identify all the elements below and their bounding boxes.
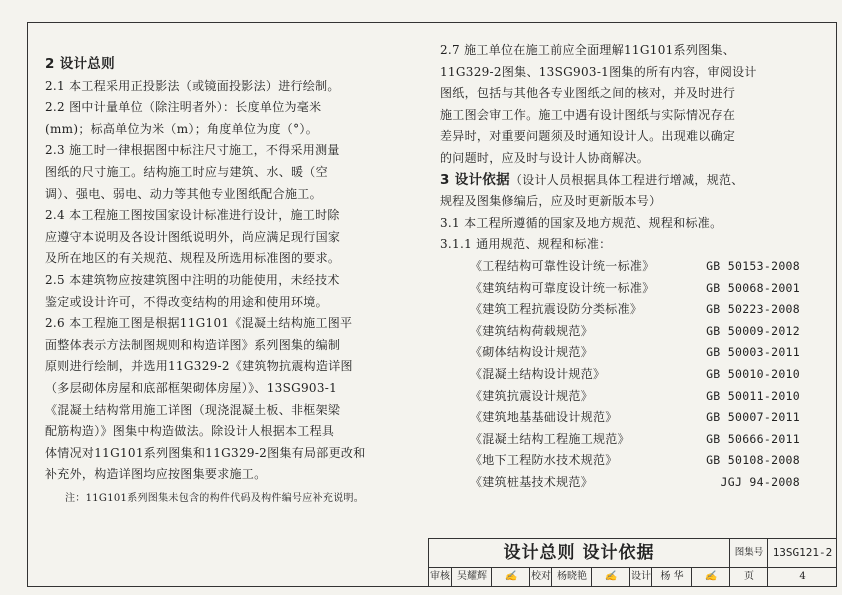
standard-item bbox=[440, 256, 830, 278]
standard-code: GB 50223-2008 bbox=[706, 302, 800, 317]
paragraph-line: 施工图会审工作。施工中遇有设计图纸与实际情况存在 bbox=[440, 107, 736, 122]
paragraph-line: 3.1 本工程所遵循的国家及地方规范、规程和标准。 bbox=[440, 215, 723, 230]
paragraph-line: 2.2 图中计量单位（除注明者外）：长度单位为毫米 bbox=[45, 100, 322, 115]
paragraph-line: 面整体表示方法制图规则和构造详图》系列图集的编制 bbox=[45, 337, 341, 352]
standard-name: 《地下工程防水技术规范》 bbox=[470, 453, 618, 468]
standard-code: GB 50011-2010 bbox=[706, 388, 800, 403]
paragraph-line: 2.5 本建筑物应按建筑图中注明的功能使用，未经技术 bbox=[45, 272, 340, 287]
paragraph-line: 原则进行绘制，并选用11G329-2《建筑物抗震构造详图 bbox=[45, 359, 353, 374]
standard-item bbox=[440, 472, 830, 494]
atlas-number-label: 图集号 bbox=[729, 539, 768, 567]
standard-code: GB 50153-2008 bbox=[706, 258, 800, 273]
paragraph-line: 图纸，包括与其他各专业图纸之间的核对，并及时进行 bbox=[440, 86, 736, 101]
title-block-top-row bbox=[429, 539, 837, 568]
standard-name: 《建筑抗震设计规范》 bbox=[470, 388, 594, 403]
heading-label: 3 设计依据 bbox=[440, 171, 510, 188]
paragraph-line: 鉴定或设计许可，不得改变结构的用途和使用环境。 bbox=[45, 294, 328, 309]
standard-item bbox=[440, 299, 830, 321]
section-heading-design-principles: 2 设计总则 bbox=[45, 56, 115, 72]
standard-item bbox=[440, 364, 830, 386]
designer-name: 杨 华 bbox=[651, 567, 692, 586]
left-column bbox=[45, 54, 420, 509]
footnote: 注：11G101系列图集未包含的构件代码及构件编号应补充说明。 bbox=[65, 492, 365, 504]
standard-code: GB 50010-2010 bbox=[706, 366, 800, 381]
paragraph-line: 调）、强电、弱电、动力等其他专业图纸配合施工。 bbox=[45, 186, 322, 201]
standard-name: 《混凝土结构工程施工规范》 bbox=[470, 431, 630, 446]
paragraph-line: 的问题时，应及时与设计人协商解决。 bbox=[440, 150, 650, 165]
section-heading-design-basis bbox=[440, 170, 830, 192]
atlas-number: 13SG121-2 bbox=[767, 539, 837, 567]
paragraph-line: 配筋构造）》图集中构造做法。除设计人根据本工程具 bbox=[45, 424, 335, 439]
right-column bbox=[440, 40, 830, 493]
standard-code: GB 50007-2011 bbox=[706, 410, 800, 425]
standard-item bbox=[440, 429, 830, 451]
review-label: 审核 bbox=[430, 571, 450, 582]
standard-name: 《混凝土结构设计规范》 bbox=[470, 366, 606, 381]
checker-name: 杨晓艳 bbox=[551, 567, 592, 586]
paragraph-line: 2.4 本工程施工图按国家设计标准进行设计，施工时除 bbox=[45, 208, 340, 223]
standard-name: 《工程结构可靠性设计统一标准》 bbox=[470, 258, 655, 273]
standard-item bbox=[440, 407, 830, 429]
standard-code: GB 50108-2008 bbox=[706, 453, 800, 468]
standard-name: 《建筑结构荷载规范》 bbox=[470, 323, 594, 338]
standard-name: 《建筑地基基础设计规范》 bbox=[470, 410, 618, 425]
standard-name: 《建筑工程抗震设防分类标准》 bbox=[470, 302, 643, 317]
paragraph-line: 2.7 施工单位在施工前应全面理解11G101系列图集、 bbox=[440, 43, 736, 57]
standard-code: GB 50009-2012 bbox=[706, 323, 800, 338]
paragraph-line: 应遵守本说明及各设计图纸说明外，尚应满足现行国家 bbox=[45, 229, 341, 244]
standard-item bbox=[440, 278, 830, 300]
paragraph-line: 《混凝土结构常用施工详图（现浇混凝土板、非框架梁 bbox=[45, 402, 341, 417]
paragraph-line: 规程及图集修编后，应及时更新版本号） bbox=[440, 194, 662, 209]
drawing-title: 设计总则 设计依据 bbox=[503, 543, 655, 563]
standard-name: 《建筑桩基技术规范》 bbox=[470, 474, 594, 489]
paragraph-line: 2.1 本工程采用正投影法（或镜面投影法）进行绘制。 bbox=[45, 78, 340, 93]
reviewer-signature: ✍ bbox=[491, 567, 530, 586]
paragraph-line: 体情况对11G101系列图集和11G329-2图集有局部更改和 bbox=[45, 445, 366, 460]
paragraph-line: 2.3 施工时一律根据图中标注尺寸施工，不得采用测量 bbox=[45, 143, 340, 158]
standard-name: 《建筑结构可靠度设计统一标准》 bbox=[470, 280, 655, 295]
standard-name: 《砌体结构设计规范》 bbox=[470, 345, 594, 360]
heading-remark: （设计人员根据具体工程进行增减，规范、 bbox=[509, 172, 744, 187]
title-block-signature-row bbox=[429, 567, 837, 586]
paragraph-line: 11G329-2图集、13SG903-1图集的所有内容，审阅设计 bbox=[440, 64, 757, 79]
standard-item bbox=[440, 450, 830, 472]
page-label: 页 bbox=[729, 567, 768, 586]
paragraph-line: (mm)；标高单位为米（m）；角度单位为度（°）。 bbox=[45, 121, 319, 136]
reviewer-name: 吴耀辉 bbox=[451, 567, 492, 586]
paragraph-line: 图纸的尺寸施工。结构施工时应与建筑、水、暖（空 bbox=[45, 164, 328, 179]
page-number: 4 bbox=[767, 567, 837, 586]
paragraph-line: 及所在地区的有关规范、规程及所选用标准图的要求。 bbox=[45, 251, 341, 266]
design-label: 设计 bbox=[629, 567, 652, 586]
standard-item bbox=[440, 321, 830, 343]
designer-signature: ✍ bbox=[691, 567, 730, 586]
check-label: 校对 bbox=[529, 567, 552, 586]
standard-code: JGJ 94-2008 bbox=[720, 474, 800, 489]
paragraph-line: 3.1.1 通用规范、规程和标准： bbox=[440, 237, 612, 252]
paragraph-line: （多层砌体房屋和底部框架砌体房屋）》、13SG903-1 bbox=[45, 380, 338, 395]
paragraph-line: 2.6 本工程施工图是根据11G101《混凝土结构施工图平 bbox=[45, 316, 353, 331]
paragraph-line: 差异时，对重要问题须及时通知设计人。出现难以确定 bbox=[440, 129, 736, 144]
checker-signature: ✍ bbox=[591, 567, 630, 586]
standard-code: GB 50666-2011 bbox=[706, 431, 800, 446]
standard-item bbox=[440, 386, 830, 408]
standard-item bbox=[440, 342, 830, 364]
paragraph-line: 补充外，构造详图均应按图集要求施工。 bbox=[45, 467, 267, 482]
standard-code: GB 50003-2011 bbox=[706, 345, 800, 360]
title-block bbox=[428, 538, 837, 587]
standard-code: GB 50068-2001 bbox=[706, 280, 800, 295]
